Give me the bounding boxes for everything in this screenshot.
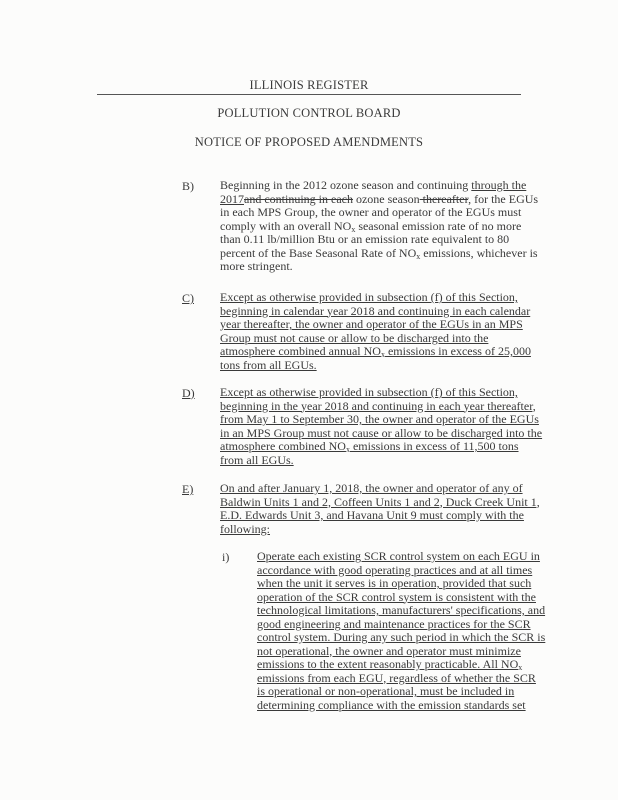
section-b-text: Beginning in the 2012 ozone season and continuing through the 2017and continuing in each ozone season thereafter, for the EGUs in each MPS Group, the owner and operator of the EGUs must comply with an overall $NO_x$ seasonal emission rate of no more than 0.11 lb/million Btu or an emission rate equivalent to 80 percent of the Base Seasonal Rate of $NO_x$ emissions, whichever is more stringent.: [220, 178, 539, 273]
subsection-i-text: Operate each existing SCR control system on each EGU in accordance with good operating practices and at all times when the unit it serves is in operation, provided that such operation of the SCR control system is consistent with the technological limitations, manufacturers' specifications, and good engineering and maintenance practices for the SCR control system. During any such period in which the SCR is not operational, the owner and operator must minimize emissions to the extent reasonably practicable. All $NO_x$ emissions from each EGU, regardless of whether the SCR is operational or non-operational, must be included in determining compliance with the emission standards set: [257, 549, 546, 712]
register-header: ILLINOIS REGISTER: [249, 78, 369, 92]
section-d-label: D): [182, 386, 195, 400]
board-title: POLLUTION CONTROL BOARD: [217, 106, 401, 120]
section-d-text: Except as otherwise provided in subsection (f) of this Section, beginning in the year 2018 and continuing in each year thereafter, from May 1 to September 30, the owner and operator of the EGUs in an MPS Group must not cause or allow to be discharged into the atmosphere combined $NO_x$ emissions in excess of 11,500 tons from all EGUs.: [220, 385, 543, 467]
section-c-text: Except as otherwise provided in subsection (f) of this Section, beginning in calendar year 2018 and continuing in each calendar year thereafter, the owner and operator of the EGUs in an MPS Group must not cause or allow to be discharged into the atmosphere combined annual $NO_x$ emissions in excess of 25,000 tons from all EGUs.: [220, 290, 531, 372]
header-rule: [97, 94, 521, 95]
section-e-label: E): [182, 482, 194, 496]
notice-title: NOTICE OF PROPOSED AMENDMENTS: [194, 135, 424, 149]
section-b-label: B): [182, 179, 194, 193]
section-e-text: On and after January 1, 2018, the owner and operator of any of Baldwin Units 1 and 2, Coffeen Units 1 and 2, Duck Creek Unit 1, E.D. Edwards Unit 3, and Havana Unit 9 must comply with the following:: [220, 481, 540, 536]
section-c-label: C): [182, 291, 194, 305]
subsection-i-label: i): [222, 550, 230, 564]
